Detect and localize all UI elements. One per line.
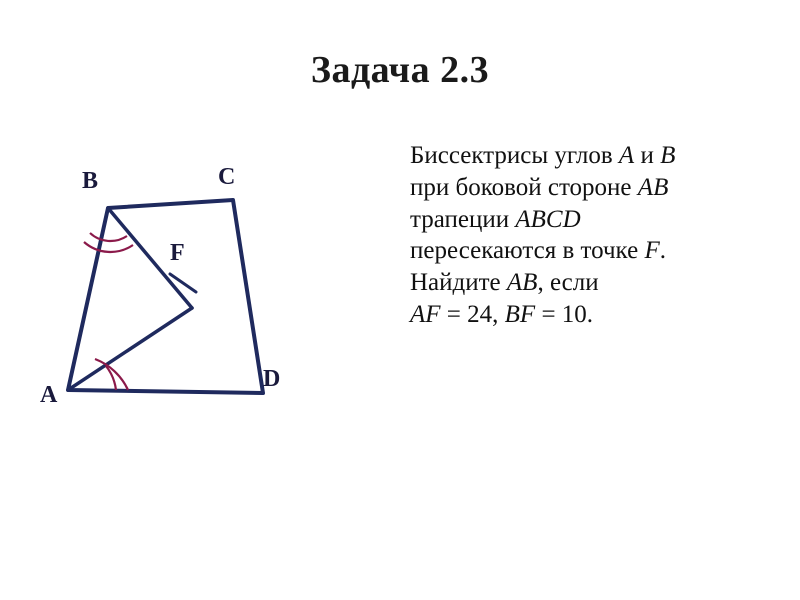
statement-line [410, 172, 780, 204]
statement-text-run: Найдите [410, 269, 507, 296]
vertex-label-a: A [40, 382, 58, 408]
angle-arcs-b [84, 233, 133, 252]
statement-line [410, 235, 780, 267]
statement-text-run: = 10. [535, 300, 594, 328]
statement-math-run: B [660, 142, 676, 169]
problem-statement [410, 140, 780, 331]
statement-text-run: пересекаются в точке [410, 237, 645, 265]
statement-line [410, 140, 780, 172]
statement-math-run: A [618, 142, 635, 169]
trapezoid-outline [68, 200, 263, 393]
page-title: Задача 2.3 [310, 49, 490, 91]
statement-math-run: BF [504, 300, 536, 328]
statement-math-run: ABCD [515, 205, 581, 233]
statement-math-run: F [644, 237, 660, 265]
statement-text-run: при боковой стороне [410, 173, 638, 201]
vertex-label-f: F [170, 240, 185, 266]
statement-math-run: AB [637, 173, 669, 201]
vertex-label-d: D [263, 366, 281, 392]
statement-line [410, 267, 780, 299]
statement-text-run: , если [537, 269, 599, 296]
vertex-label-group [40, 164, 280, 408]
angle-arcs-a [95, 359, 128, 390]
statement-math-run: AB [506, 269, 538, 296]
statement-line [410, 299, 780, 331]
right-angle-mark [170, 274, 196, 292]
trapezoid-diagram [20, 150, 350, 430]
statement-text-run: Биссектрисы углов [410, 142, 619, 169]
vertex-label-c: C [218, 164, 236, 190]
statement-line [410, 204, 780, 236]
statement-text-run: и [634, 142, 661, 169]
statement-text-run: . [659, 237, 666, 265]
statement-text-run: = 24, [440, 300, 505, 328]
statement-text-run: трапеции [410, 205, 516, 233]
geometry-figure [20, 150, 350, 430]
statement-math-run: AF [410, 300, 441, 328]
vertex-label-b: B [82, 168, 99, 194]
